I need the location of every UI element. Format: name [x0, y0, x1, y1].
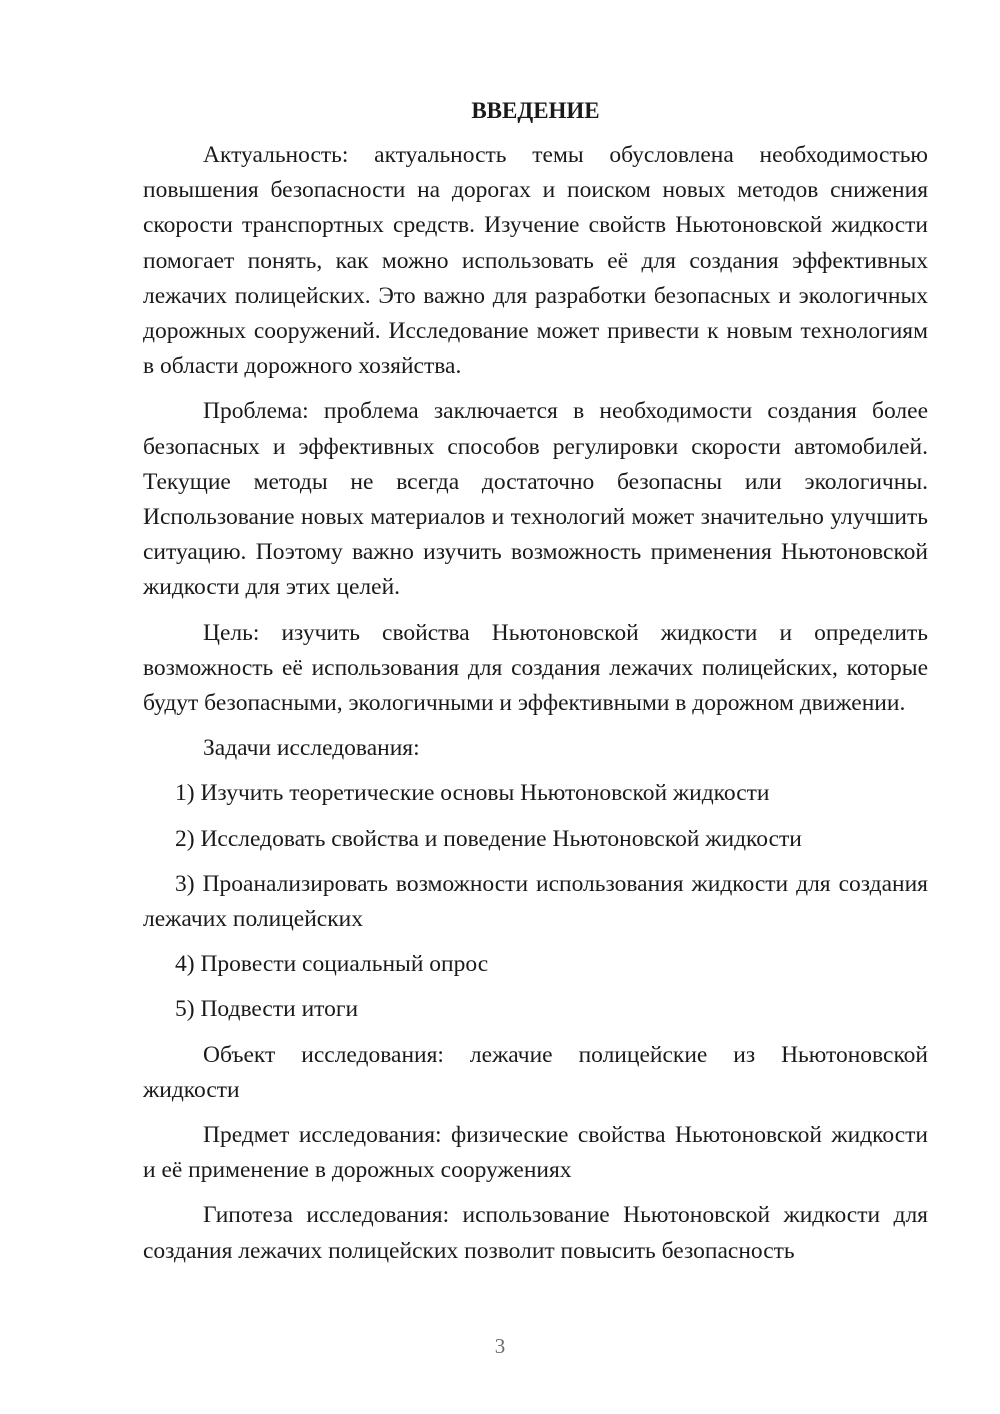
section-title: ВВЕДЕНИЕ — [471, 98, 600, 123]
relevance-paragraph: Актуальность: актуальность темы обусловлена необходимостью повышения безопасности на дорогах и поиском новых методов снижения скорости транспортных средств. Изучение свойств Ньютоновской жидкости помогает понять, как можно использовать её для создания эффективных лежачих полицейских. Это важно для разработки безопасных и экологичных дорожных сооружений. Исследование может привести к новым технологиям в области дорожного хозяйства. — [143, 142, 928, 380]
task-item-3: 3) Проанализировать возможности использования жидкости для создания лежачих полицейских — [143, 870, 928, 933]
problem-paragraph: Проблема: проблема заключается в необходимости создания более безопасных и эффективных способов регулировки скорости автомобилей. Текущие методы не всегда достаточно безопасны или экологичны. Использование новых материалов и технологий может значительно улучшить ситуацию. Поэтому важно изучить возможность применения Ньютоновской жидкости для этих целей. — [143, 398, 928, 601]
task-item-5: 5) Подвести итоги — [175, 996, 359, 1023]
tasks-heading: Задачи исследования: — [203, 735, 420, 762]
task-item-1: 1) Изучить теоретические основы Ньютоновской жидкости — [175, 780, 770, 807]
page-content — [143, 93, 928, 1279]
hypothesis-paragraph: Гипотеза исследования: использование Ньютоновской жидкости для создания лежачих полицейских позволит повысить безопасность — [143, 1202, 928, 1264]
task-item-4: 4) Провести социальный опрос — [175, 951, 489, 978]
goal-paragraph: Цель: изучить свойства Ньютоновской жидкости и определить возможность её использования для создания лежачих полицейских, которые будут безопасными, экологичными и эффективными в дорожном движении. — [143, 619, 928, 717]
subject-paragraph: Предмет исследования: физические свойства Ньютоновской жидкости и её применение в дорожных сооружениях — [143, 1122, 928, 1184]
page-number: 3 — [494, 1334, 506, 1358]
task-item-2: 2) Исследовать свойства и поведение Ньютоновской жидкости — [175, 825, 802, 852]
object-paragraph: Объект исследования: лежачие полицейские из Ньютоновской жидкости — [143, 1041, 928, 1103]
